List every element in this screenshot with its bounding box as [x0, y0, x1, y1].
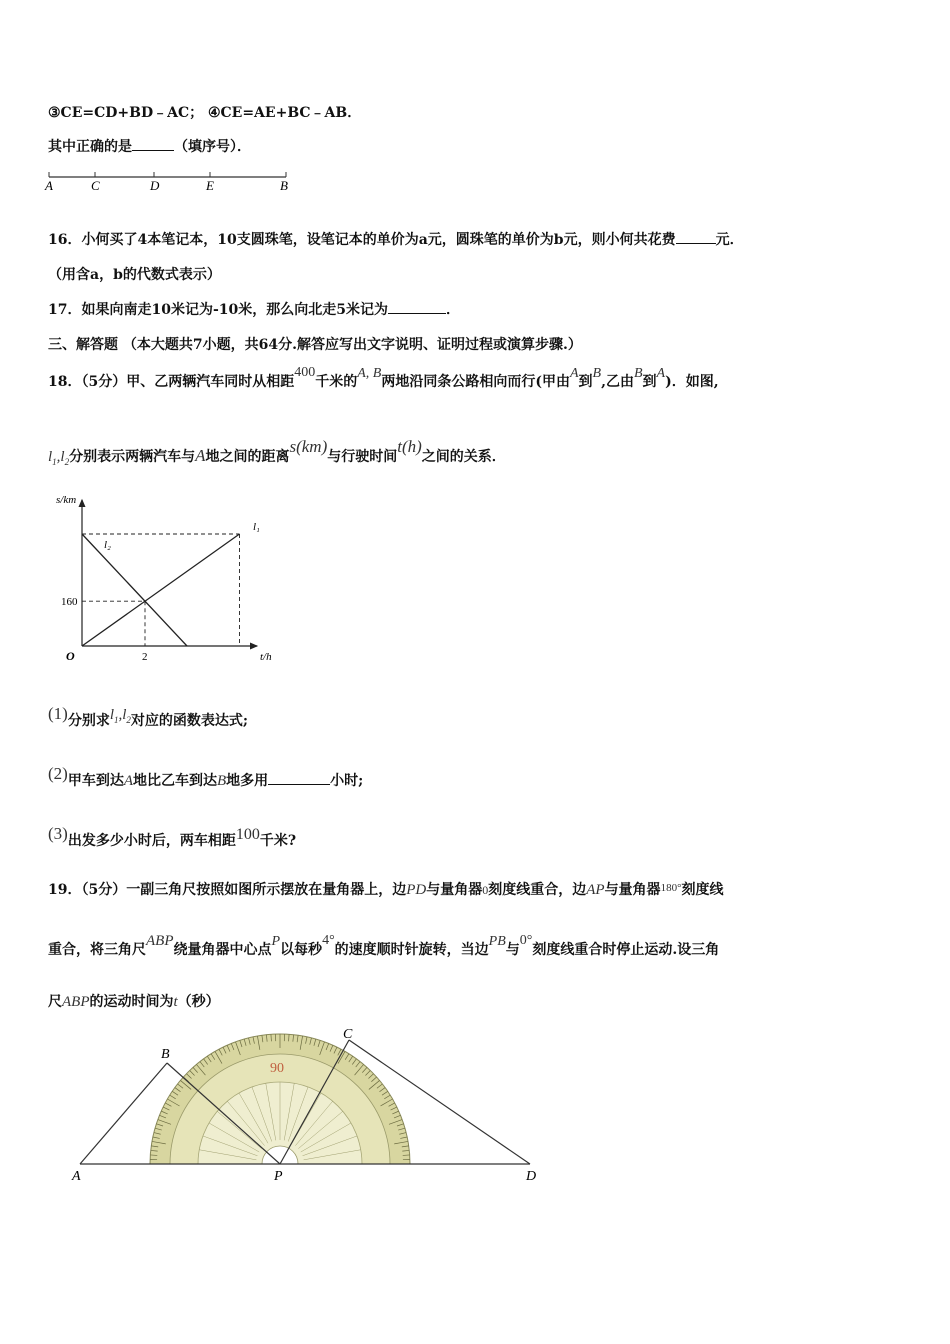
label-p: P — [274, 1169, 283, 1184]
q18-line2 — [48, 437, 506, 472]
x-tick-2: 2 — [142, 651, 148, 663]
q19-time-t: t — [173, 994, 178, 1010]
sub3-text: 出发多少小时后，两车相距 — [67, 833, 236, 849]
segment-label-e: E — [206, 178, 214, 193]
origin-label: O — [66, 649, 75, 663]
q15-prompt-text: 其中正确的是 — [48, 139, 132, 155]
q18-sub3 — [48, 824, 297, 851]
q19-triangle-abp: ABP — [146, 933, 174, 949]
sub3-number: (3) — [48, 824, 68, 843]
line-l2 — [82, 534, 187, 646]
q18-line1 — [48, 365, 719, 393]
q18-text-10: 与行驶时间 — [327, 449, 398, 465]
q19-tail: （秒） — [177, 994, 220, 1010]
q19-edge-pd: PD — [406, 882, 427, 898]
sub1-number: (1) — [48, 704, 68, 723]
q19-text-5: 刻度线 — [681, 882, 724, 898]
q15-answer-blank[interactable] — [132, 150, 174, 151]
segment-label-b: B — [280, 178, 288, 193]
line-l1-label: l₁ — [253, 521, 260, 533]
q18-point-a3: A — [195, 446, 206, 465]
section-3-heading: 三、解答题 （本大题共7小题，共64分.解答应写出文字说明、证明过程或演算步骤.） — [48, 337, 582, 353]
sub1-text: 分别求 — [67, 713, 110, 729]
sub2-text-3: 地多用 — [226, 773, 269, 789]
label-a: A — [72, 1169, 81, 1184]
q19-edge-ap: AP — [586, 882, 605, 898]
q19-text-9: 的速度顺时针旋转，当边 — [334, 942, 489, 958]
q19-text-4: 与量角器 — [604, 882, 661, 898]
q19-text-13: 的运动时间为 — [89, 994, 174, 1010]
q19-zero: 0 — [482, 883, 489, 897]
protractor-90-label: 90 — [270, 1061, 284, 1076]
q19-text-8: 以每秒 — [280, 942, 323, 958]
sub2-point-a: A — [123, 773, 133, 789]
sub2-point-b: B — [217, 773, 227, 789]
x-axis-label: t/h — [260, 651, 272, 663]
q19-text-12: 尺 — [48, 994, 62, 1010]
q18-sub1 — [48, 704, 249, 736]
q19-text-1: 19．（5分）一副三角尺按照如图所示摆放在量角器上，边 — [48, 882, 407, 898]
q18-text-2: 千米的 — [315, 374, 358, 390]
q18-t-h: t(h) — [397, 437, 422, 456]
q17-answer-blank[interactable] — [388, 313, 446, 314]
q19-text-11: 刻度线重合时停止运动.设三角 — [532, 942, 720, 958]
q19-text-10: 与 — [505, 942, 520, 958]
q18-points-ab: A, B — [357, 366, 382, 381]
q18-distance-400: 400 — [294, 365, 316, 380]
q16-unit: 元． — [715, 232, 744, 248]
segment-label-d: D — [150, 178, 160, 193]
sub2-number: (2) — [48, 764, 68, 783]
q19-line2 — [48, 933, 720, 961]
q18-text-5: ,乙由 — [601, 374, 634, 390]
distance-time-graph — [52, 486, 282, 668]
sub3-tail: 千米? — [259, 833, 297, 849]
line-l2-label: l₂ — [104, 539, 111, 551]
q19-text-3: 刻度线重合，边 — [488, 882, 587, 898]
protractor-figure — [60, 1026, 550, 1191]
q19-180-degrees: 180° — [660, 882, 682, 894]
q18-text-7: )．如图, — [665, 374, 719, 390]
q16-text: 16．小何买了4本笔记本，10支圆珠笔，设笔记本的单价为a元，圆珠笔的单价为b元，则小何共花费 — [48, 232, 676, 248]
q19-speed-4-degrees: 4° — [322, 933, 335, 948]
q17-tail: ． — [446, 302, 460, 318]
q17-text: 17．如果向南走10米记为-10米，那么向北走5米记为 — [48, 302, 388, 318]
sub2-tail: 小时; — [330, 773, 364, 789]
q16-line2: （用含a，b的代数式表示） — [48, 267, 221, 283]
y-axis-label: s/km — [56, 494, 77, 506]
q18-text-8: 分别表示两辆汽车与 — [69, 449, 196, 465]
sub2-answer-blank[interactable] — [268, 784, 330, 785]
q18-point-a2: A — [656, 366, 666, 381]
sub3-distance-100: 100 — [235, 826, 260, 843]
q18-text-3: 两地沿同条公路相向而行(甲由 — [381, 374, 570, 390]
q15-prompt-tail: （填序号）． — [174, 139, 251, 155]
q16-answer-blank[interactable] — [676, 243, 716, 244]
q19-edge-pb: PB — [488, 934, 506, 949]
q18-point-a1: A — [569, 366, 579, 381]
q18-text-9: 地之间的距离 — [205, 449, 290, 465]
q19-line1 — [48, 880, 723, 901]
q18-text-4: 到 — [578, 374, 593, 390]
q18-text-11: 之间的关系． — [421, 449, 506, 465]
segment-figure — [44, 168, 294, 196]
q17 — [48, 300, 460, 320]
q18-text-6: 到 — [642, 374, 657, 390]
sub1-l1-l2: $l_1,l_2$ — [109, 707, 131, 725]
sub2-text-1: 甲车到达 — [67, 773, 124, 789]
q18-sub2 — [48, 764, 364, 791]
q18-point-b1: B — [592, 366, 602, 381]
label-b: B — [161, 1047, 170, 1062]
q19-text-6: 重合，将三角尺 — [48, 942, 146, 958]
q19-text-2: 与量角器 — [426, 882, 483, 898]
q15-prompt — [48, 137, 251, 157]
q19-text-7: 绕量角器中心点 — [173, 942, 272, 958]
label-c: C — [343, 1027, 353, 1042]
q18-s-km: s(km) — [289, 437, 328, 456]
q15-options: ③CE=CD+BD﹣AC； ④CE=AE+BC﹣AB． — [48, 105, 362, 121]
segment-label-c: C — [91, 178, 100, 193]
y-tick-160: 160 — [61, 596, 78, 608]
q19-center-p: P — [271, 934, 281, 949]
q19-line3 — [48, 992, 220, 1012]
q19-zero-degrees: 0° — [519, 933, 533, 948]
label-d: D — [526, 1169, 537, 1184]
segment-label-a: A — [45, 178, 53, 193]
q19-triangle-abp-2: ABP — [62, 994, 90, 1010]
q18-text-1: 18．（5分）甲、乙两辆汽车同时从相距 — [48, 374, 295, 390]
q16-line1 — [48, 230, 744, 250]
sub1-tail: 对应的函数表达式; — [130, 713, 249, 729]
q18-l1-l2: $l_1,l_2$ — [48, 449, 70, 467]
sub2-text-2: 地比乙车到达 — [133, 773, 217, 789]
q18-point-b2: B — [633, 366, 643, 381]
